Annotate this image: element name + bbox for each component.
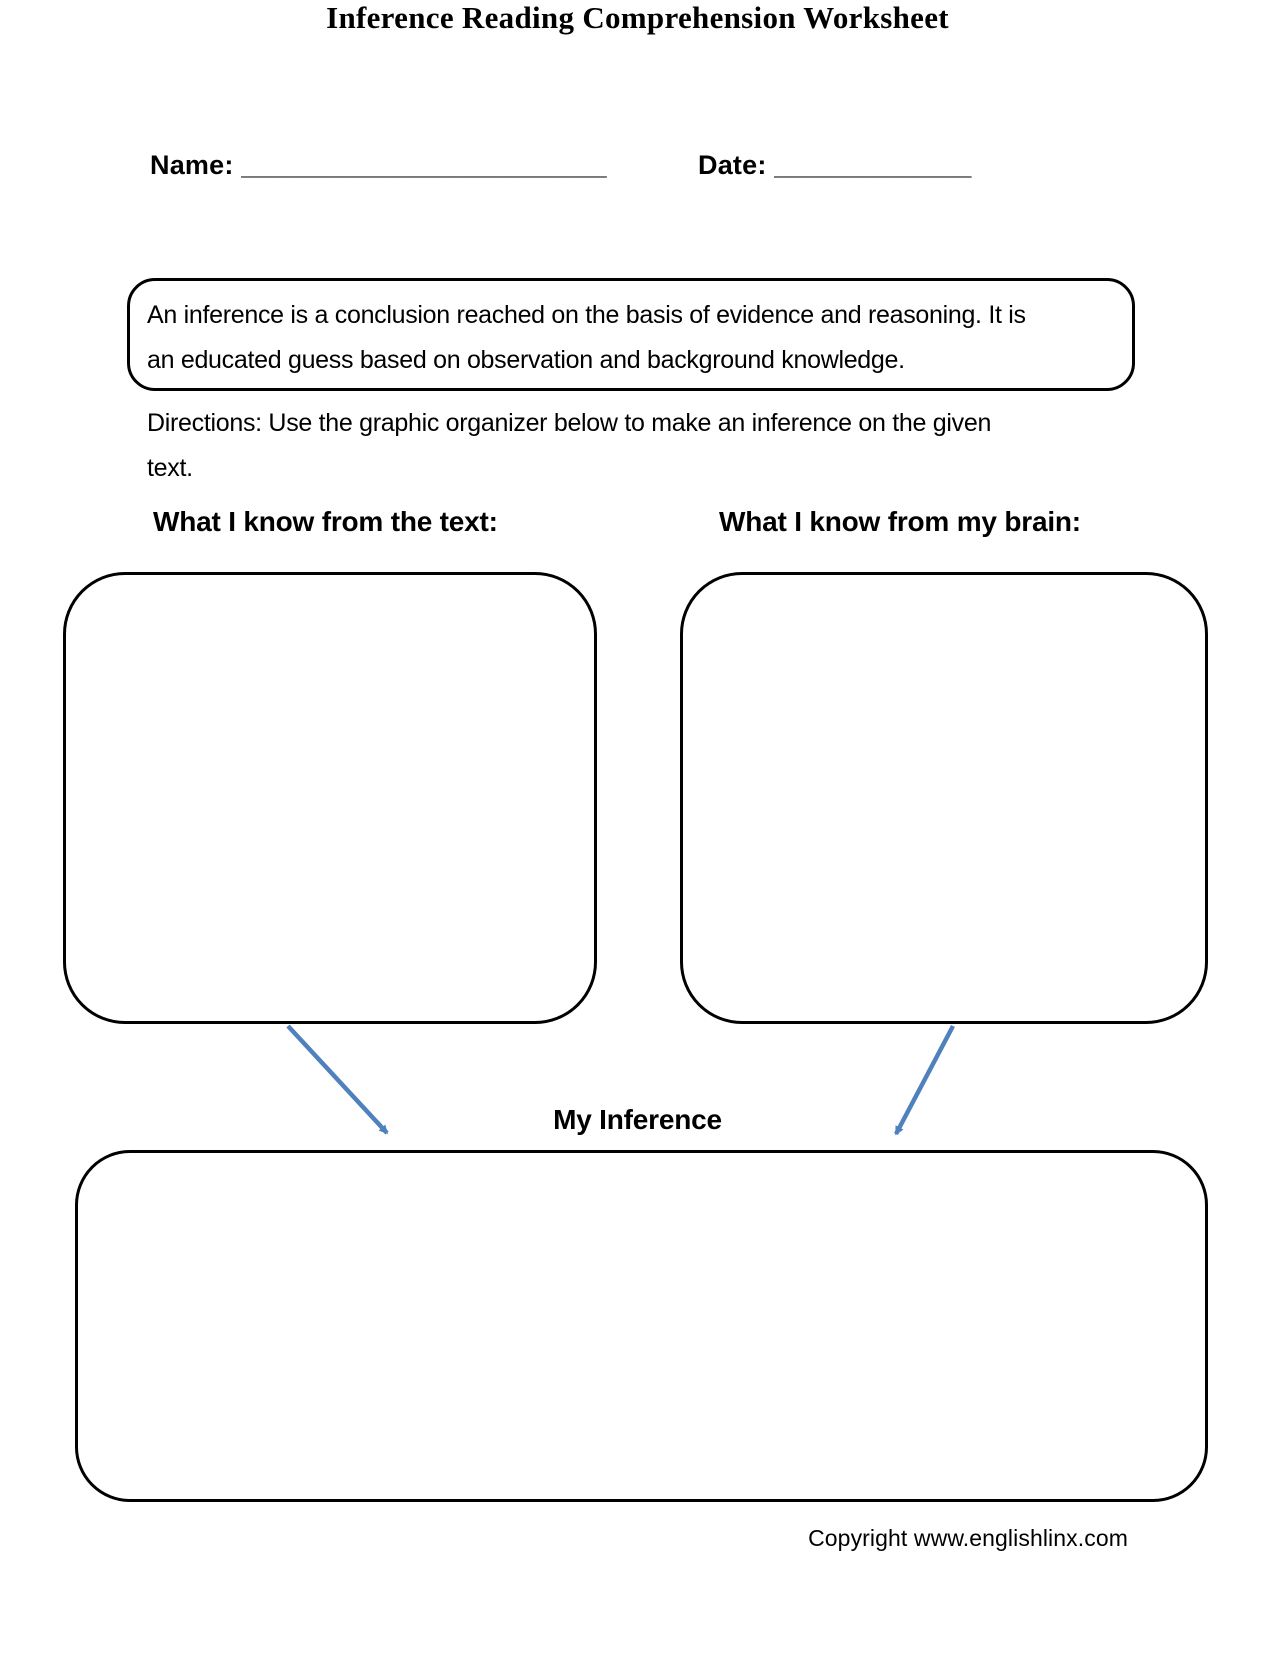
- date-field: [698, 150, 970, 181]
- page-title: Inference Reading Comprehension Worksheet: [326, 0, 949, 35]
- my-inference-box[interactable]: [75, 1150, 1208, 1502]
- name-field: [150, 150, 606, 181]
- directions-line-2: text.: [147, 454, 193, 482]
- copyright-text: Copyright www.englishlinx.com: [808, 1525, 1128, 1551]
- date-label: Date:: [698, 150, 767, 180]
- name-label: Name:: [150, 150, 234, 180]
- right-box-label: What I know from my brain:: [719, 506, 1081, 537]
- name-blank-line[interactable]: __________________________: [241, 150, 606, 180]
- definition-box: [127, 278, 1135, 391]
- definition-line-2: an educated guess based on observation and background knowledge.: [147, 346, 905, 374]
- brain-knowledge-box[interactable]: [680, 572, 1208, 1024]
- directions-text: [147, 401, 991, 491]
- left-box-label: What I know from the text:: [153, 506, 498, 537]
- text-knowledge-box[interactable]: [63, 572, 597, 1024]
- inference-label: My Inference: [553, 1104, 722, 1135]
- definition-line-1: An inference is a conclusion reached on the basis of evidence and reasoning. It is: [147, 301, 1026, 329]
- directions-line-1: Directions: Use the graphic organizer below to make an inference on the given: [147, 409, 992, 437]
- date-blank-line[interactable]: ______________: [774, 150, 971, 180]
